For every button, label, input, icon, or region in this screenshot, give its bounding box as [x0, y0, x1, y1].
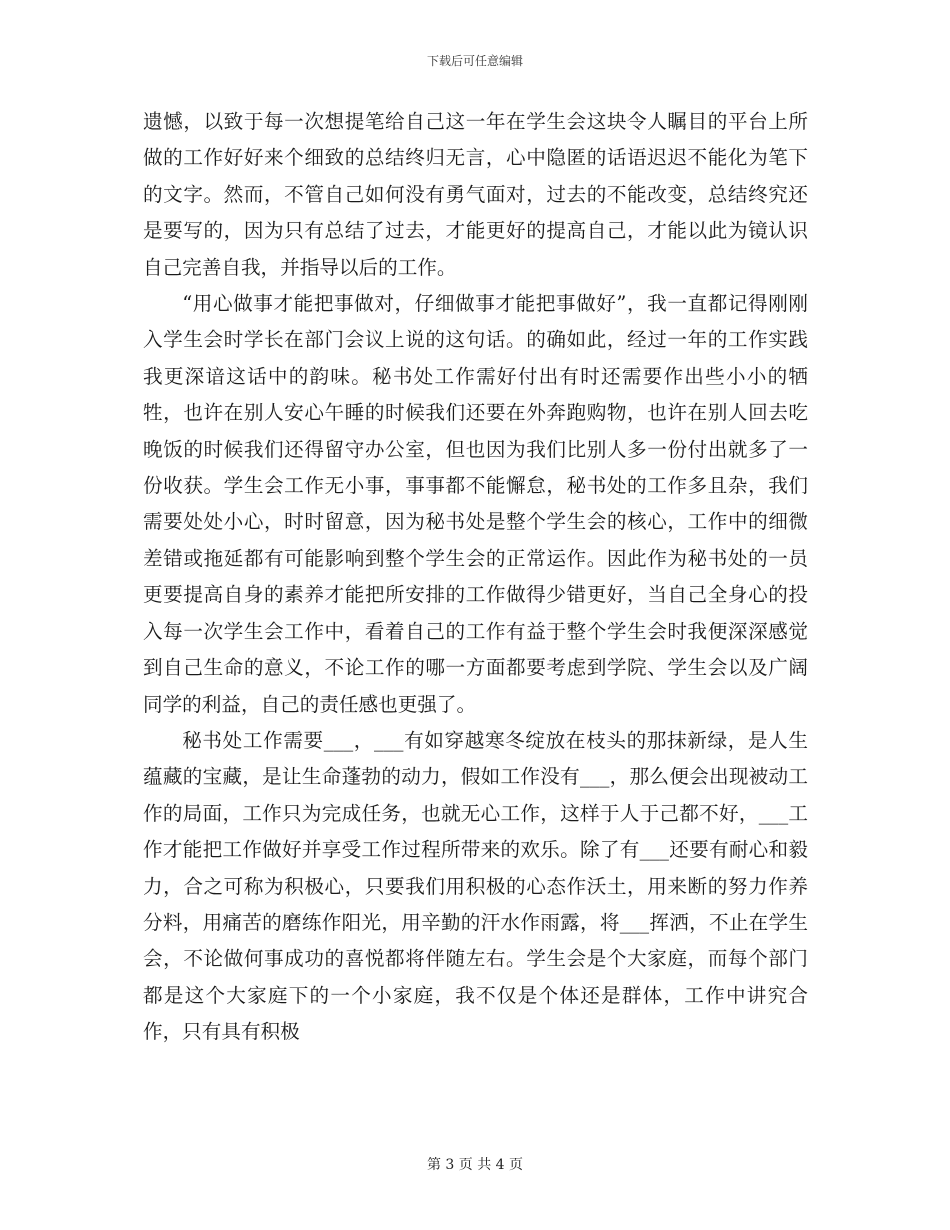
paragraph-3: 秘书处工作需要___，___有如穿越寒冬绽放在枝头的那抹新绿，是人生蕴藏的宝藏，是让生命蓬勃的动力，假如工作没有___，那么便会出现被动工作的局面，工作只为完成任务，也就无心工作，这样于人于己都不好，___工作才能把工作做好并享受工作过程所带来的欢乐。除了有___还要有耐心和毅力，合之可称为积极心，只要我们用积极的心态作沃土，用来断的努力作养分料，用痛苦的磨练作阳光，用辛勤的汗水作雨露，将___挥洒，不止在学生会，不论做何事成功的喜悦都将伴随左右。学生会是个大家庭，而每个部门都是这个大家庭下的一个小家庭，我不仅是个体还是群体，工作中讲究合作，只有具有积极: [143, 728, 808, 1044]
page-header: 下载后可任意编辑: [426, 54, 523, 68]
paragraph-1: 遗憾，以致于每一次想提笔给自己这一年在学生会这块令人瞩目的平台上所做的工作好好来个细致的总结终归无言，心中隐匿的话语迟迟不能化为笔下的文字。然而，不管自己如何没有勇气面对，过去的不能改变，总结终究还是要写的，因为只有总结了过去，才能更好的提高自己，才能以此为镜认识自己完善自我，并指导以后的工作。: [143, 110, 808, 279]
paragraph-2: “用心做事才能把事做对，仔细做事才能把事做好”，我一直都记得刚刚入学生会时学长在部门会议上说的这句话。的确如此，经过一年的工作实践我更深谙这话中的韵味。秘书处工作需好付出有时还需要作出些小小的牺牲，也许在别人安心午睡的时候我们还要在外奔跑购物，也许在别人回去吃晚饭的时候我们还得留守办公室，但也因为我们比别人多一份付出就多了一份收获。学生会工作无小事，事事都不能懈怠，秘书处的工作多且杂，我们需要处处小心，时时留意，因为秘书处是整个学生会的核心，工作中的细微差错或拖延都有可能影响到整个学生会的正常运作。因此作为秘书处的一员更要提高自身的素养才能把所安排的工作做得少错更好，当自己全身心的投入每一次学生会工作中，看着自己的工作有益于整个学生会时我便深深感觉到自己生命的意义，不论工作的哪一方面都要考虑到学院、学生会以及广阔同学的利益，自己的责任感也更强了。: [143, 292, 808, 716]
page-footer: 第 3 页 共 4 页: [426, 1157, 524, 1173]
document-body: [143, 104, 808, 1051]
